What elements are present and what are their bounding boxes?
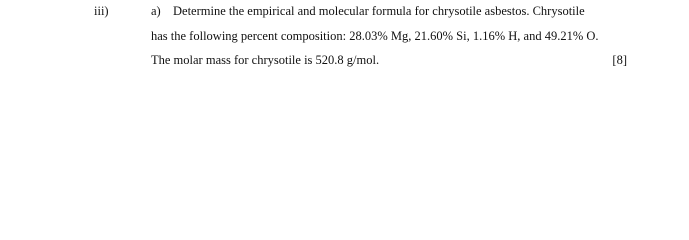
marks-allocation: [8] — [612, 53, 627, 67]
question-text-line-3: The molar mass for chrysotile is 520.8 g/mol. — [151, 53, 380, 67]
question-line-1 — [151, 4, 585, 19]
question-text-line-2: has the following percent composition: 28.03% Mg, 21.60% Si, 1.16% H, and 49.21% O. — [151, 29, 599, 43]
question-number: iii) — [94, 4, 109, 18]
question-text-line-1: Determine the empirical and molecular formula for chrysotile asbestos. Chrysotile — [173, 4, 585, 18]
part-label: a) — [151, 4, 161, 18]
